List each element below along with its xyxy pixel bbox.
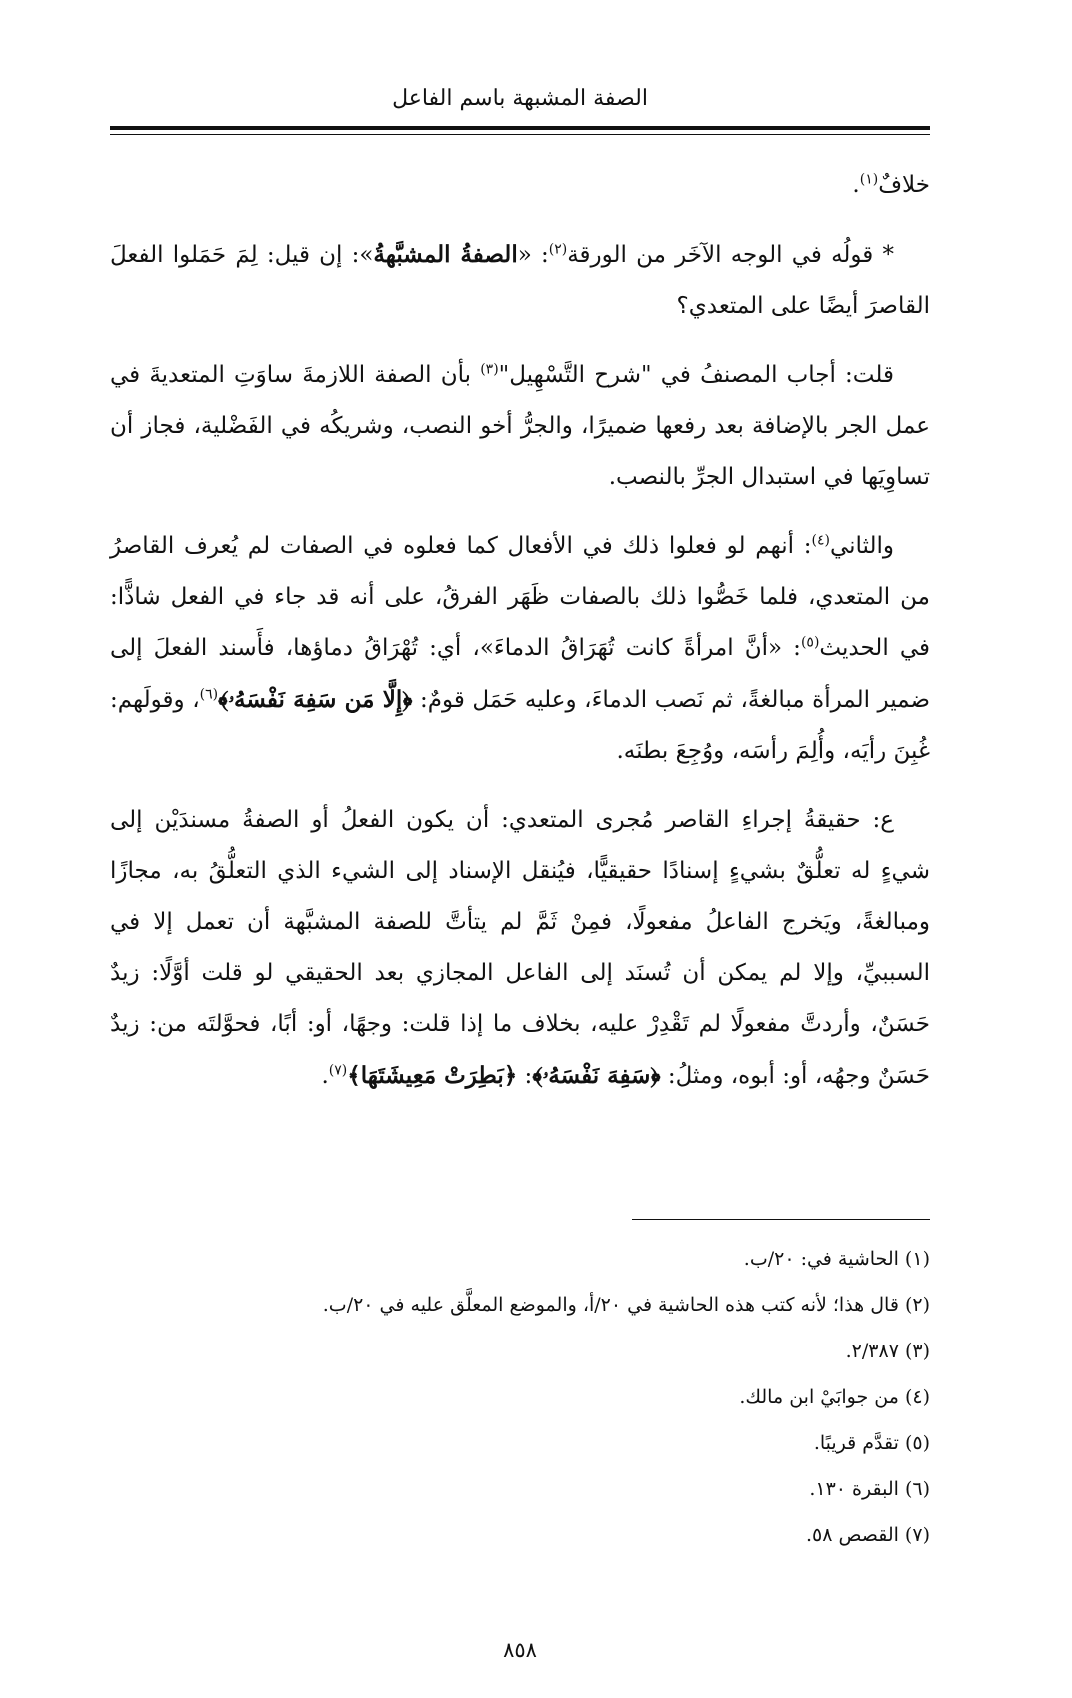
p3-b: : «أنَّ امرأةً كانت تُهَرَاقُ الدماءَ»، أي: تُهْرَاقُ دماؤها، فأَسند الفعلَ إلى ضمير المرأة مبالغةً، ثم نَصب الدماءَ، وعليه حَمَل قومٌ: xyxy=(110,635,931,713)
paragraph-3 xyxy=(110,521,930,777)
p4-quran-verse-2: ﴿بَطِرَتْ مَعِيشَتَهَا﴾ xyxy=(347,1062,518,1089)
p0-end: . xyxy=(852,172,860,198)
p1-post: »: إن قيل: لِمَ حَمَلوا الفعلَ القاصرَ أيضًا على المتعدي؟ xyxy=(110,242,930,319)
p4-quran-verse-1: ﴿سَفِهَ نَفْسَهُۥ﴾ xyxy=(532,1062,661,1089)
p3-quran-verse: ﴿إِلَّا مَن سَفِهَ نَفْسَهُۥ﴾ xyxy=(218,686,413,713)
footnote-5: (٥) تقدَّم قريبًا. xyxy=(813,1432,930,1454)
p0-text: خلافٌ xyxy=(878,172,930,198)
footnote-separator xyxy=(632,1219,930,1220)
running-title: الصفة المشبهة باسم الفاعل xyxy=(392,86,648,111)
footnote-2: (٢) قال هذا؛ لأنه كتب هذه الحاشية في ٢٠/أ، والموضع المعلَّق عليه في ٢٠/ب. xyxy=(322,1294,930,1316)
p1-bold-term: الصفةُ المشبَّهةُ xyxy=(373,241,518,268)
p4-end: . xyxy=(321,1063,329,1089)
p1-mid: : « xyxy=(517,242,549,268)
p3-a: : أنهم لو فعلوا ذلك في الأفعال كما فعلوه في الصفات لم يُعرف القاصرُ من المتعدي، فلما خَصُّوا ذلك بالصفات ظَهَر الفرقُ، على أنه قد جاء في الفعل شاذًّا: في الحديث xyxy=(110,533,930,661)
footnote-6: (٦) البقرة ١٣٠. xyxy=(809,1478,930,1500)
footnotes xyxy=(110,1236,930,1558)
footnote-ref-2: (٢) xyxy=(548,241,568,258)
footnote-ref-3: (٣) xyxy=(480,361,499,378)
footnote-ref-7: (٧) xyxy=(328,1062,348,1079)
p2-pre: قلت: أجاب المصنفُ في "شرح التَّسْهِيل" xyxy=(498,362,894,388)
p3-pre: والثاني xyxy=(829,533,894,559)
main-text xyxy=(110,160,930,1120)
p3-c: ، وقولَهم: غُبِنَ رأيَه، وأُلِمَ رأسَه، ووُجِعَ بطنَه. xyxy=(110,687,930,764)
footnote-ref-5: (٥) xyxy=(800,634,820,651)
paragraph-2 xyxy=(110,350,930,503)
p1-pre: * قولُه في الوجه الآخَر من الورقة xyxy=(567,242,894,268)
p2-post: بأن الصفة اللازمةَ ساوَتِ المتعديةَ في عمل الجر بالإضافة بعد رفعها ضميرًا، والجرُّ أخو النصب، وشريكُه في الفَضْلية، فجاز أن تساوِيَها في استبدال الجرِّ بالنصب. xyxy=(110,362,930,490)
page-number: ٨٥٨ xyxy=(503,1638,537,1662)
paragraph-4 xyxy=(110,795,930,1102)
footnote-1: (١) الحاشية في: ٢٠/ب. xyxy=(743,1248,930,1270)
footnote-ref-1: (١) xyxy=(859,171,879,188)
footnote-7: (٧) القصص ٥٨. xyxy=(805,1524,930,1546)
paragraph-1 xyxy=(110,229,930,332)
p4-a: ع: حقيقةُ إجراءِ القاصر مُجرى المتعدي: أن يكون الفعلُ أو الصفةُ مسندَيْن إلى شيءٍ له تعلُّقٌ بشيءٍ إسنادًا حقيقيًّا، فيُنقل الإسناد إلى الشيء الذي التعلُّقُ به، مجازًا ومبالغةً، ويَخرج الفاعلُ مفعولًا، فمِنْ ثَمَّ لم يتأتَّ للصفة المشبَّهة أن تعمل إلا في السببيِّ، وإلا لم يمكن أن تُسنَد إلى الفاعل المجازي بعد الحقيقي لو قلت أوَّلًا: زيدٌ حَسَنٌ، وأردتَّ مفعولًا لم تَقْدِرْ عليه، بخلاف ما إذا قلت: وجهًا، أو: أبًا، فحوَّلتَه من: زيدٌ حَسَنٌ وجهُه، أو: أبوه، ومثلُ: xyxy=(110,807,930,1089)
footnote-4: (٤) من جوابَيْ ابن مالك. xyxy=(739,1386,930,1408)
paragraph-0 xyxy=(110,160,930,211)
header-rule-thin xyxy=(110,134,930,135)
header-rule-thick xyxy=(110,126,930,130)
footnote-ref-4: (٤) xyxy=(811,532,830,549)
p4-b: : xyxy=(517,1063,533,1089)
footnote-ref-6: (٦) xyxy=(199,686,219,703)
footnote-3: (٣) ٢/٣٨٧. xyxy=(845,1340,930,1362)
